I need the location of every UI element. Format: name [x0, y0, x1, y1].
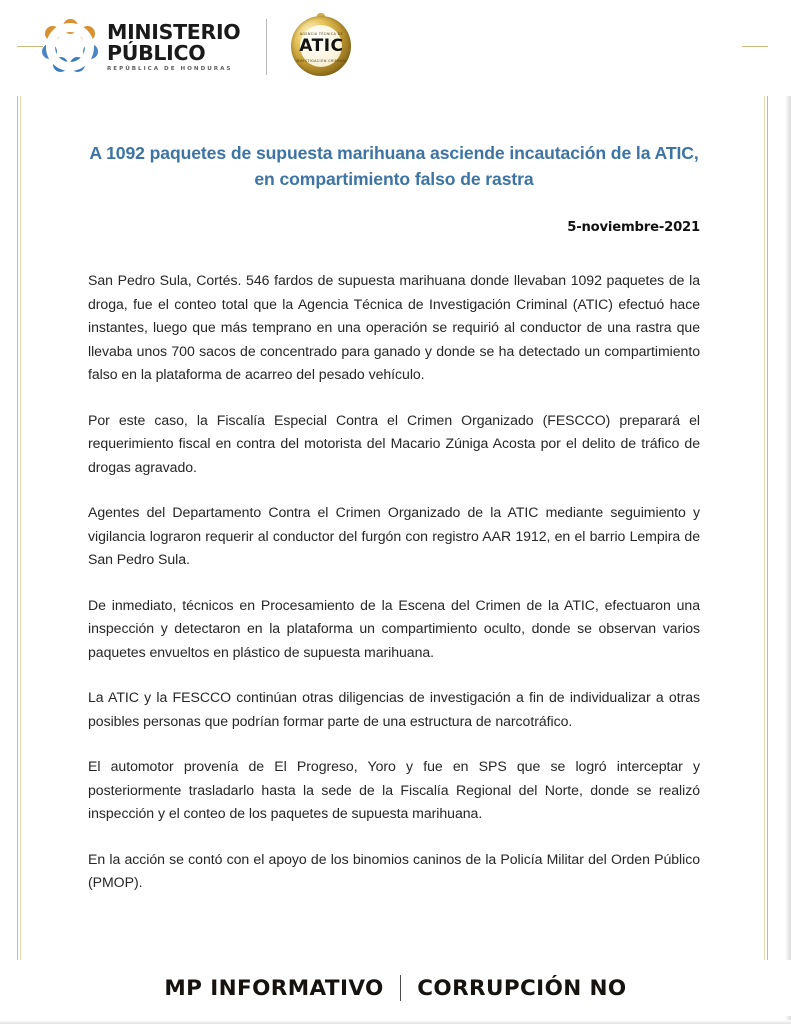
- atic-micro-text-bottom: INVESTIGACIÓN CRIMINAL: [295, 59, 348, 63]
- mp-subtitle: REPÚBLICA DE HONDURAS: [107, 65, 233, 72]
- paragraph: Agentes del Departamento Contra el Crimen Organizado de la ATIC mediante seguimiento y vigilancia lograron requerir al conductor del furgón con registro AAR 1912, en el barrio Lempira de San Pedro Sula.: [88, 504, 700, 567]
- mp-title-line-2: PÚBLICO: [107, 41, 206, 66]
- atic-gold-seal-icon: [289, 10, 353, 84]
- paragraph: En la acción se contó con el apoyo de los binomios caninos de la Policía Militar del Orden Público (PMOP).: [88, 850, 700, 890]
- footer-left-text: MP INFORMATIVO: [164, 975, 384, 1001]
- atic-micro-text-top: AGENCIA TÉCNICA DE: [299, 32, 344, 36]
- paragraph: De inmediato, técnicos en Procesamiento de la Escena del Crimen de la ATIC, efectuaron una inspección y detectaron en la plataforma un compartimiento oculto, donde se observan varios paquetes envueltos en plástico de supuesta marihuana.: [88, 596, 700, 660]
- publication-date: 5-noviembre-2021: [567, 220, 700, 235]
- vertical-divider-icon: [266, 19, 267, 75]
- header-rule-right: [742, 46, 768, 47]
- paragraph: Por este caso, la Fiscalía Especial Contra el Crimen Organizado (FESCCO) preparará el requerimiento fiscal en contra del motorista del Macario Zúniga Acosta por el delito de tráfico de drogas agravado.: [88, 411, 700, 475]
- paragraph: San Pedro Sula, Cortés. 546 fardos de supuesta marihuana donde llevaban 1092 paquetes de la droga, fue el conteo total que la Agencia Técnica de Investigación Criminal (ATIC) efectuó hace instantes, luego que más temprano en una operación se requirió al conductor de una rastra que llevaba unos 700 sacos de concentrado para ganado y donde se ha detectado un compartimiento falso en la plataforma de acarreo del pesado vehículo.: [88, 272, 700, 382]
- atic-label: ATIC: [299, 36, 344, 56]
- footer-divider-icon: [400, 975, 402, 1001]
- paragraph: La ATIC y la FESCCO continúan otras diligencias de investigación a fin de individualizar a otras posibles personas que podrían formar parte de una estructura de narcotráfico.: [88, 689, 700, 729]
- ministerio-publico-wordmark: [107, 19, 241, 73]
- footer-right-text: CORRUPCIÓN NO: [417, 975, 627, 1001]
- article-content: [88, 140, 700, 895]
- ministerio-publico-people-circle-icon: [42, 19, 98, 75]
- page-title: A 1092 paquetes de supuesta marihuana asciende incautación de la ATIC, en compartimiento falso de rastra: [89, 143, 699, 189]
- paragraph: El automotor provenía de El Progreso, Yoro y fue en SPS que se logró interceptar y posteriormente trasladarlo hasta la sede de la Fiscalía Regional del Norte, donde se realizó inspección y el conteo de los paquetes de supuesta marihuana.: [88, 758, 700, 821]
- article-body: [88, 269, 700, 895]
- document-footer: [0, 960, 791, 1016]
- document-header: [0, 0, 791, 96]
- header-rule-left: [17, 46, 43, 47]
- page-edge-right: [785, 0, 791, 1024]
- page-edge-bottom: [0, 1020, 791, 1024]
- mp-title-line-1: MINISTERIO: [107, 19, 241, 44]
